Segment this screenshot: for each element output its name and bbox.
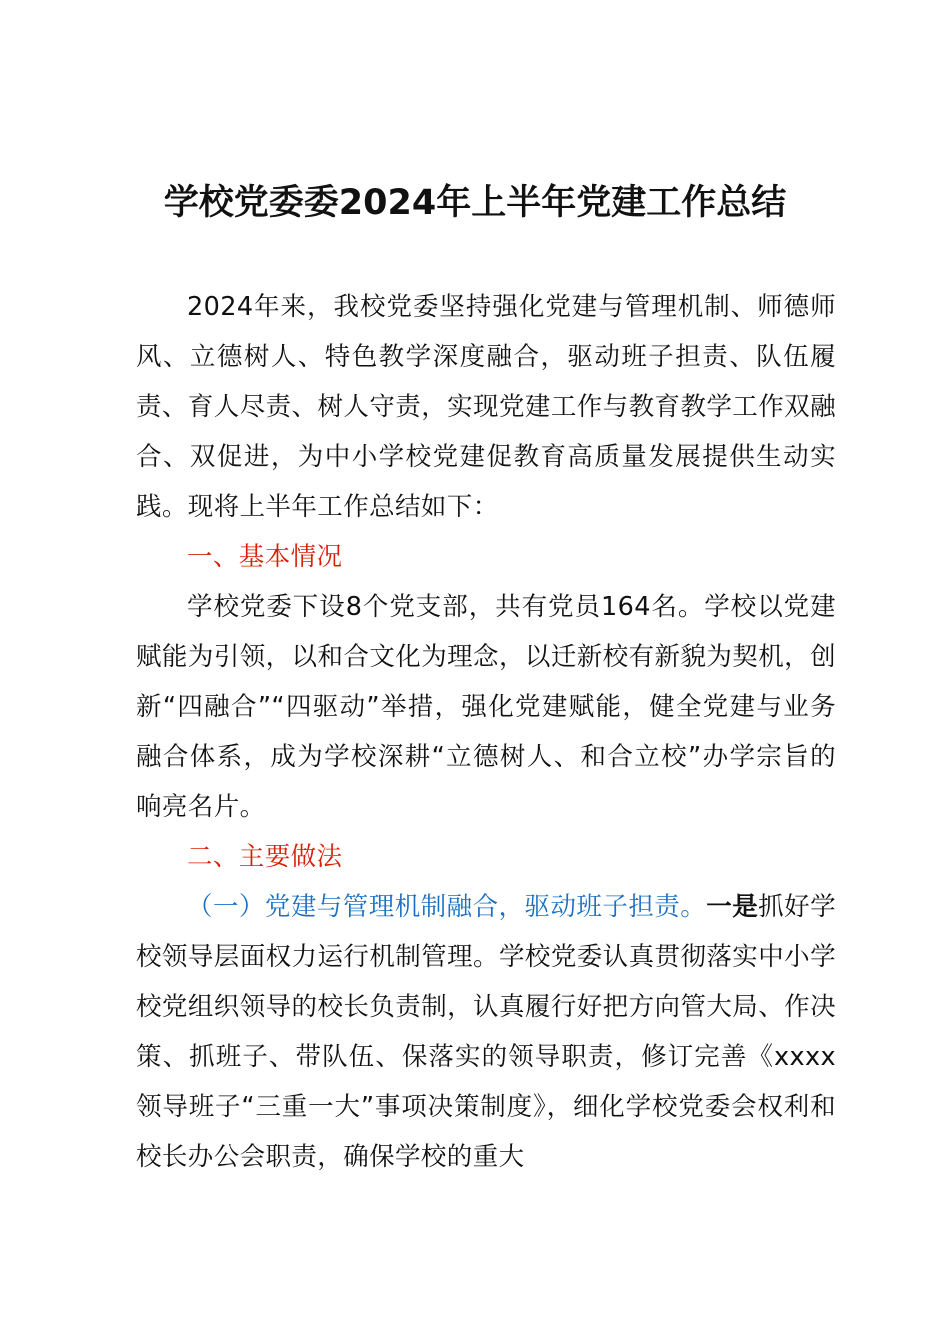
basic-situation-paragraph: 学校党委下设8个党支部，共有党员164名。学校以党建赋能为引领，以和合文化为理念，以迁新校有新貌为契机，创新“四融合”“四驱动”举措，强化党建赋能，健全党建与业务融合体系，成为学校深耕“立德树人、和合立校”办学宗旨的响亮名片。 xyxy=(136,592,836,822)
document-title: 学校党委委2024年上半年党建工作总结 xyxy=(163,183,787,223)
document-body xyxy=(136,282,836,1182)
section-heading-basic-situation: 一、基本情况 xyxy=(187,542,343,572)
subsection-heading-1: （一）党建与管理机制融合，驱动班子担责。 xyxy=(187,892,707,922)
intro-paragraph: 2024年来，我校党委坚持强化党建与管理机制、师德师风、立德树人、特色教学深度融合，驱动班子担责、队伍履责、育人尽责、树人守责，实现党建工作与教育教学工作双融合、双促进，为中小学校党建促教育高质量发展提供生动实践。现将上半年工作总结如下： xyxy=(136,292,836,522)
subsection-1-text: 抓好学校领导层面权力运行机制管理。学校党委认真贯彻落实中小学校党组织领导的校长负责制，认真履行好把方向管大局、作决策、抓班子、带队伍、保落实的领导职责，修订完善《xxxx领导班子“三重一大”事项决策制度》，细化学校党委会权利和校长办公会职责，确保学校的重大 xyxy=(136,892,836,1172)
lead-phrase: 一是 xyxy=(706,892,759,922)
section-heading-main-practices: 二、主要做法 xyxy=(187,842,343,872)
main-practices-paragraph xyxy=(136,882,836,1182)
